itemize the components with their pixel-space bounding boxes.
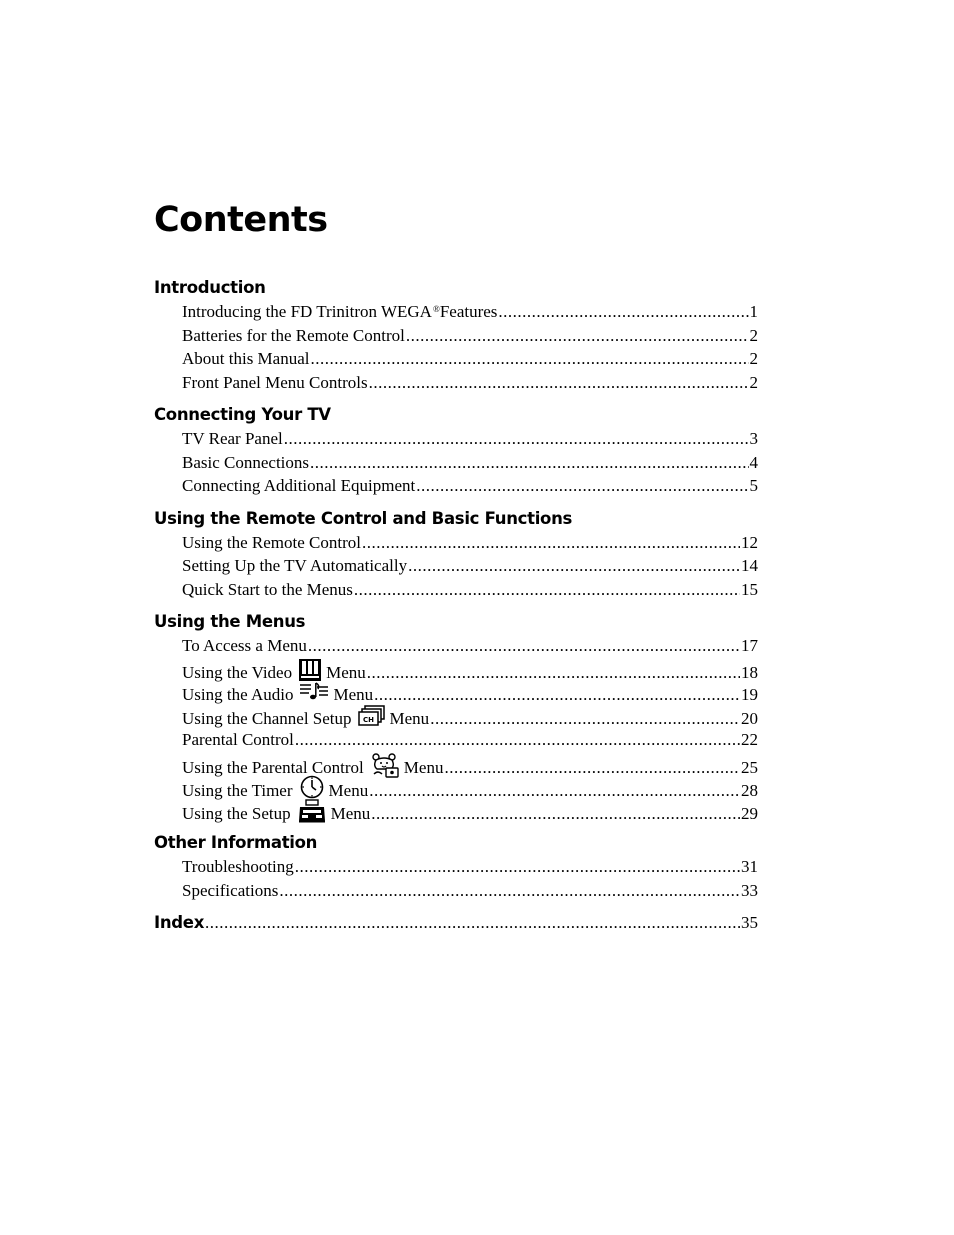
toc-entry[interactable] (154, 658, 758, 682)
dot-leader (284, 427, 749, 451)
entry-page-number: 31 (741, 857, 758, 876)
dot-leader (369, 779, 740, 803)
toc-entry[interactable] (154, 705, 758, 729)
entry-label: Using the Parental Control Menu (182, 752, 443, 785)
entry-label: Introducing the FD Trinitron WEGA ® Features (182, 302, 498, 321)
table-of-contents (154, 276, 758, 935)
toc-entry[interactable] (154, 775, 758, 799)
svg-text:CH: CH (362, 715, 374, 724)
toc-entry[interactable] (154, 531, 758, 555)
toc-entry[interactable] (154, 855, 758, 879)
entry-label: Using the Video Menu (182, 658, 366, 689)
index-page-number: 35 (741, 913, 758, 932)
dot-leader (371, 802, 740, 826)
toc-entry[interactable] (154, 474, 758, 498)
page-title: Contents (154, 200, 328, 240)
entry-label: To Access a Menu (182, 636, 307, 655)
toc-entry[interactable] (154, 728, 758, 752)
toc-entry[interactable] (154, 554, 758, 578)
dot-leader (406, 324, 749, 348)
entry-label: Using the Remote Control (182, 532, 361, 552)
entry-label: Batteries for the Remote Control (182, 325, 405, 345)
toc-index-entry[interactable] (154, 911, 758, 935)
dot-leader (362, 531, 740, 555)
entry-label: About this Manual (182, 349, 310, 368)
entry-page-number: 2 (749, 349, 758, 368)
dot-leader (369, 371, 749, 395)
toc-entry[interactable] (154, 427, 758, 451)
entry-label: Quick Start to the Menus (182, 579, 353, 599)
entry-page-number: 4 (749, 452, 758, 472)
section-heading: Connecting Your TV (154, 405, 331, 424)
section-heading: Using the Remote Control and Basic Functions (154, 508, 573, 528)
entry-page-number: 22 (741, 730, 758, 749)
entry-page-number: 20 (741, 709, 758, 728)
toc-entry[interactable] (154, 634, 758, 658)
entry-page-number: 1 (749, 302, 758, 321)
toc-section-connecting (154, 403, 758, 498)
entry-page-number: 17 (741, 636, 758, 655)
entry-label: Troubleshooting (182, 857, 294, 876)
entry-page-number: 12 (741, 532, 758, 552)
toc-entry[interactable] (154, 578, 758, 602)
section-heading: Introduction (154, 278, 266, 297)
toc-entry[interactable] (154, 799, 758, 823)
dot-leader (354, 578, 740, 602)
toc-entry[interactable] (154, 371, 758, 395)
dot-leader (498, 300, 748, 324)
index-label: Index (154, 913, 205, 932)
entry-page-number: 33 (741, 880, 758, 900)
entry-label: Using the Audio Menu (182, 681, 373, 708)
dot-leader (279, 879, 740, 903)
entry-label: Basic Connections (182, 452, 310, 472)
entry-label: Setting Up the TV Automatically (182, 556, 408, 575)
entry-label: Using the Channel Setup CH Menu (182, 705, 429, 734)
dot-leader (430, 707, 740, 731)
entry-page-number: 18 (741, 663, 758, 682)
toc-entry[interactable] (154, 879, 758, 903)
toc-section-introduction (154, 276, 758, 394)
toc-section-remote-control (154, 507, 758, 602)
toc-entry[interactable] (154, 347, 758, 371)
entry-page-number: 19 (741, 684, 758, 704)
entry-page-number: 2 (749, 325, 758, 345)
entry-page-number: 29 (741, 804, 758, 823)
toc-section-menus (154, 610, 758, 822)
dot-leader (374, 683, 740, 707)
dot-leader (367, 661, 740, 685)
toc-entry[interactable] (154, 300, 758, 324)
toc-entry[interactable] (154, 752, 758, 776)
dot-leader (205, 911, 740, 935)
entry-page-number: 28 (741, 780, 758, 800)
dot-leader (295, 855, 740, 879)
entry-page-number: 25 (741, 758, 758, 777)
toc-entry[interactable] (154, 681, 758, 705)
toc-section-other-information (154, 831, 758, 902)
entry-page-number: 15 (741, 579, 758, 599)
toc-entry[interactable] (154, 324, 758, 348)
entry-label: Connecting Additional Equipment (182, 476, 416, 495)
entry-page-number: 5 (749, 476, 758, 495)
entry-label: Parental Control (182, 730, 294, 749)
entry-label: Using the Setup Menu (182, 799, 370, 830)
entry-label: TV Rear Panel (182, 429, 283, 448)
entry-page-number: 14 (741, 556, 758, 575)
entry-page-number: 3 (749, 429, 758, 448)
dot-leader (444, 756, 740, 780)
entry-label: Specifications (182, 880, 279, 900)
dot-leader (311, 347, 749, 371)
section-heading: Other Information (154, 833, 318, 852)
section-heading: Using the Menus (154, 612, 306, 631)
dot-leader (416, 474, 748, 498)
entry-label: Front Panel Menu Controls (182, 372, 368, 392)
toc-entry[interactable] (154, 451, 758, 475)
dot-leader (295, 728, 740, 752)
entry-page-number: 2 (749, 372, 758, 392)
dot-leader (408, 554, 740, 578)
dot-leader (308, 634, 740, 658)
dot-leader (310, 451, 748, 475)
setup-menu-icon (297, 799, 327, 830)
entry-label: Using the Timer Menu (182, 775, 368, 806)
